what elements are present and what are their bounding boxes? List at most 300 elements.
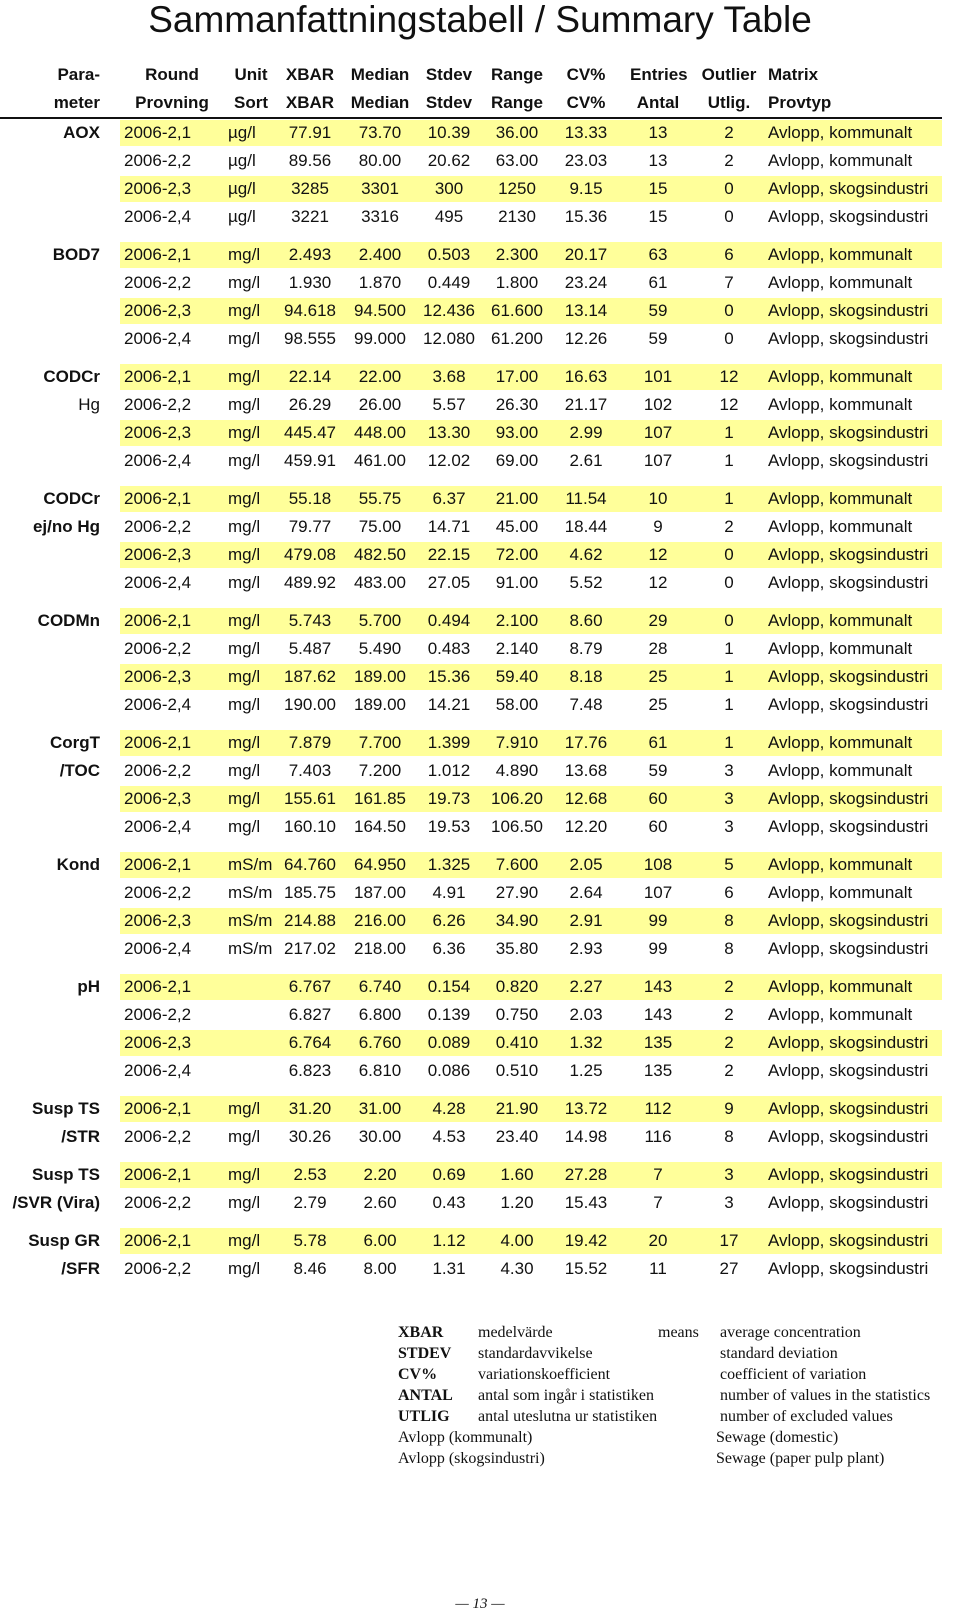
cell-entries: 135 [643, 1061, 673, 1080]
header-matrix: Provtyp [768, 93, 832, 112]
cell-outlier: 17 [719, 1231, 739, 1250]
cell-cv: 15.52 [564, 1259, 608, 1278]
legend-key: ANTAL [398, 1387, 453, 1404]
cell-xbar: 459.91 [284, 451, 336, 470]
cell-stdev: 1.012 [427, 761, 471, 780]
cell-unit: mS/m [228, 883, 273, 902]
cell-median: 161.85 [354, 789, 406, 808]
cell-stdev: 0.154 [427, 977, 471, 996]
cell-stdev: 14.21 [427, 695, 471, 714]
cell-median: 6.810 [358, 1061, 402, 1080]
cell-matrix: Avlopp, kommunalt [768, 151, 913, 170]
cell-entries: 20 [648, 1231, 668, 1250]
cell-matrix: Avlopp, kommunalt [768, 855, 913, 874]
cell-entries: 59 [648, 761, 668, 780]
cell-entries: 108 [643, 855, 673, 874]
cell-cv: 2.64 [569, 883, 603, 902]
cell-entries: 25 [648, 695, 668, 714]
table-row [0, 607, 960, 635]
cell-median: 3316 [361, 207, 399, 226]
cell-range: 36.00 [495, 123, 539, 142]
cell-unit: µg/l [228, 151, 256, 170]
cell-outlier: 1 [724, 489, 734, 508]
cell-range: 2.100 [495, 611, 539, 630]
cell-cv: 2.91 [569, 911, 603, 930]
cell-entries: 10 [648, 489, 668, 508]
cell-outlier: 3 [724, 1165, 734, 1184]
cell-cv: 17.76 [564, 733, 608, 752]
cell-round: 2006-2,4 [124, 573, 192, 592]
table-row [0, 1001, 960, 1029]
cell-xbar: 2.53 [293, 1165, 327, 1184]
cell-range: 106.50 [491, 817, 543, 836]
cell-median: 5.490 [358, 639, 402, 658]
cell-matrix: Avlopp, skogsindustri [768, 695, 929, 714]
cell-outlier: 27 [719, 1259, 739, 1278]
table-row [0, 1123, 960, 1151]
legend-swedish: antal som ingår i statistiken [478, 1387, 654, 1404]
cell-xbar: 6.767 [288, 977, 332, 996]
cell-outlier: 3 [724, 817, 734, 836]
header-unit: Unit [234, 65, 268, 84]
cell-stdev: 10.39 [427, 123, 471, 142]
cell-entries: 112 [644, 1099, 672, 1118]
cell-round: 2006-2,2 [124, 1127, 192, 1146]
cell-cv: 23.03 [564, 151, 608, 170]
cell-outlier: 0 [724, 301, 734, 320]
cell-xbar: 30.26 [288, 1127, 332, 1146]
cell-outlier: 3 [724, 789, 734, 808]
page-number: — 13 — [455, 1596, 505, 1612]
parameter-label: CorgT [49, 733, 100, 752]
table-row [0, 691, 960, 719]
cell-round: 2006-2,1 [124, 1231, 192, 1250]
cell-outlier: 2 [724, 1033, 734, 1052]
table-row [0, 935, 960, 963]
cell-stdev: 27.05 [427, 573, 471, 592]
cell-round: 2006-2,2 [124, 639, 192, 658]
legend-row [398, 1385, 958, 1406]
table-row [0, 147, 960, 175]
cell-matrix: Avlopp, kommunalt [768, 883, 913, 902]
cell-round: 2006-2,1 [124, 855, 192, 874]
header-parameter: meter [53, 93, 100, 112]
cell-cv: 8.60 [569, 611, 603, 630]
header-entries: Entries [630, 65, 688, 84]
cell-unit: mS/m [228, 855, 273, 874]
cell-range: 91.00 [495, 573, 539, 592]
parameter-label: CODCr [43, 367, 100, 386]
cell-matrix: Avlopp, skogsindustri [768, 1061, 929, 1080]
cell-stdev: 0.483 [427, 639, 471, 658]
cell-cv: 12.68 [564, 789, 608, 808]
cell-entries: 15 [648, 207, 668, 226]
cell-entries: 11 [649, 1259, 667, 1278]
legend-english: number of excluded values [720, 1408, 893, 1425]
cell-cv: 19.42 [564, 1231, 608, 1250]
cell-median: 75.00 [358, 517, 402, 536]
cell-outlier: 8 [724, 1127, 734, 1146]
legend-english: Sewage (domestic) [716, 1429, 839, 1446]
cell-xbar: 445.47 [284, 423, 336, 442]
cell-entries: 101 [643, 367, 673, 386]
cell-cv: 4.62 [569, 545, 603, 564]
cell-unit: mg/l [228, 1193, 261, 1212]
cell-cv: 27.28 [564, 1165, 608, 1184]
cell-entries: 12 [648, 545, 668, 564]
cell-median: 483.00 [354, 573, 406, 592]
cell-entries: 15 [648, 179, 668, 198]
cell-matrix: Avlopp, skogsindustri [768, 939, 929, 958]
parameter-label: /STR [61, 1127, 100, 1146]
cell-stdev: 4.28 [432, 1099, 466, 1118]
cell-outlier: 1 [724, 639, 734, 658]
legend-key: UTLIG [398, 1408, 450, 1425]
cell-round: 2006-2,2 [124, 395, 192, 414]
cell-entries: 60 [648, 789, 668, 808]
cell-xbar: 79.77 [288, 517, 332, 536]
cell-range: 1.20 [500, 1193, 534, 1212]
cell-xbar: 2.79 [293, 1193, 327, 1212]
cell-xbar: 479.08 [284, 545, 336, 564]
legend-english: Sewage (paper pulp plant) [716, 1450, 885, 1467]
cell-matrix: Avlopp, skogsindustri [768, 667, 929, 686]
legend-key: XBAR [398, 1324, 444, 1341]
table-row [0, 663, 960, 691]
cell-xbar: 5.78 [293, 1231, 327, 1250]
legend-english: coefficient of variation [720, 1366, 867, 1383]
cell-unit: µg/l [228, 207, 256, 226]
table-row [0, 297, 960, 325]
cell-entries: 12 [648, 573, 668, 592]
parameter-label: Susp GR [28, 1231, 100, 1250]
cell-entries: 60 [648, 817, 668, 836]
cell-stdev: 6.37 [432, 489, 466, 508]
cell-outlier: 3 [724, 1193, 734, 1212]
cell-unit: mg/l [228, 395, 261, 414]
cell-round: 2006-2,4 [124, 939, 192, 958]
cell-entries: 59 [648, 329, 668, 348]
cell-cv: 11.54 [565, 489, 607, 508]
header-parameter: Para- [57, 65, 100, 84]
cell-median: 6.800 [358, 1005, 402, 1024]
parameter-label: ej/no Hg [32, 517, 100, 536]
cell-cv: 7.48 [569, 695, 603, 714]
cell-entries: 61 [648, 733, 668, 752]
cell-cv: 15.36 [564, 207, 608, 226]
header-matrix: Matrix [768, 65, 819, 84]
cell-median: 6.00 [363, 1231, 397, 1250]
cell-matrix: Avlopp, skogsindustri [768, 1099, 929, 1118]
cell-entries: 143 [643, 1005, 673, 1024]
cell-xbar: 64.760 [284, 855, 336, 874]
cell-xbar: 6.764 [288, 1033, 332, 1052]
cell-stdev: 15.36 [427, 667, 471, 686]
cell-range: 7.600 [495, 855, 539, 874]
cell-matrix: Avlopp, skogsindustri [768, 1033, 929, 1052]
header-row-en [0, 89, 960, 117]
cell-entries: 61 [648, 273, 668, 292]
parameter-label: /TOC [59, 761, 100, 780]
cell-cv: 2.93 [569, 939, 603, 958]
header-xbar: XBAR [285, 93, 335, 112]
cell-xbar: 89.56 [288, 151, 332, 170]
header-range: Range [491, 65, 543, 84]
cell-range: 93.00 [495, 423, 539, 442]
cell-entries: 107 [643, 423, 673, 442]
cell-unit: µg/l [228, 179, 256, 198]
cell-cv: 2.27 [569, 977, 603, 996]
cell-stdev: 19.53 [427, 817, 471, 836]
table-row [0, 1057, 960, 1085]
cell-stdev: 0.089 [427, 1033, 471, 1052]
cell-round: 2006-2,4 [124, 695, 192, 714]
cell-outlier: 1 [724, 667, 734, 686]
cell-median: 461.00 [354, 451, 406, 470]
table-row [0, 757, 960, 785]
cell-range: 0.820 [495, 977, 539, 996]
cell-xbar: 187.62 [284, 667, 336, 686]
legend-key: CV% [398, 1366, 438, 1383]
table-row [0, 119, 960, 147]
cell-round: 2006-2,2 [124, 273, 192, 292]
cell-range: 21.00 [495, 489, 539, 508]
cell-range: 61.200 [491, 329, 543, 348]
cell-entries: 13 [648, 123, 668, 142]
cell-unit: mg/l [228, 789, 261, 808]
cell-matrix: Avlopp, skogsindustri [768, 329, 929, 348]
header-cv: CV% [566, 93, 606, 112]
cell-outlier: 6 [724, 245, 734, 264]
cell-cv: 2.99 [569, 423, 603, 442]
cell-range: 1250 [498, 179, 536, 198]
cell-stdev: 1.399 [427, 733, 471, 752]
table-row [0, 785, 960, 813]
cell-median: 6.740 [358, 977, 402, 996]
cell-stdev: 12.436 [423, 301, 475, 320]
cell-outlier: 0 [724, 545, 734, 564]
cell-cv: 21.17 [564, 395, 608, 414]
cell-matrix: Avlopp, kommunalt [768, 611, 913, 630]
cell-round: 2006-2,3 [124, 789, 192, 808]
cell-outlier: 8 [724, 939, 734, 958]
cell-cv: 2.61 [569, 451, 603, 470]
table-row [0, 635, 960, 663]
header-stdev: Stdev [425, 93, 473, 112]
cell-range: 27.90 [495, 883, 539, 902]
legend-swedish: antal uteslutna ur statistiken [478, 1408, 658, 1425]
cell-xbar: 5.743 [288, 611, 332, 630]
cell-stdev: 6.26 [432, 911, 466, 930]
cell-round: 2006-2,3 [124, 179, 192, 198]
cell-outlier: 5 [724, 855, 734, 874]
cell-matrix: Avlopp, kommunalt [768, 273, 913, 292]
header-range: Range [491, 93, 543, 112]
cell-median: 187.00 [354, 883, 406, 902]
cell-unit: mg/l [228, 329, 261, 348]
parameter-label: Kond [56, 855, 100, 874]
cell-stdev: 4.91 [432, 883, 466, 902]
cell-range: 58.00 [495, 695, 539, 714]
cell-median: 99.000 [354, 329, 406, 348]
cell-range: 0.410 [495, 1033, 539, 1052]
cell-matrix: Avlopp, skogsindustri [768, 207, 929, 226]
cell-round: 2006-2,4 [124, 1061, 192, 1080]
cell-matrix: Avlopp, skogsindustri [768, 1127, 929, 1146]
cell-cv: 13.72 [564, 1099, 608, 1118]
cell-unit: mg/l [228, 761, 261, 780]
cell-entries: 143 [643, 977, 673, 996]
cell-xbar: 94.618 [284, 301, 336, 320]
cell-median: 31.00 [358, 1099, 402, 1118]
cell-matrix: Avlopp, skogsindustri [768, 451, 929, 470]
cell-cv: 15.43 [564, 1193, 608, 1212]
cell-round: 2006-2,1 [124, 367, 192, 386]
cell-outlier: 8 [724, 911, 734, 930]
cell-round: 2006-2,1 [124, 1099, 192, 1118]
cell-matrix: Avlopp, skogsindustri [768, 1165, 929, 1184]
table-row [0, 851, 960, 879]
cell-matrix: Avlopp, skogsindustri [768, 1259, 929, 1278]
cell-outlier: 12 [719, 395, 739, 414]
cell-median: 482.50 [354, 545, 406, 564]
cell-outlier: 0 [724, 573, 734, 592]
cell-median: 218.00 [354, 939, 406, 958]
cell-median: 7.700 [358, 733, 402, 752]
table-row [0, 1255, 960, 1283]
cell-range: 2130 [498, 207, 536, 226]
cell-outlier: 6 [724, 883, 734, 902]
cell-cv: 8.79 [569, 639, 603, 658]
cell-cv: 14.98 [564, 1127, 608, 1146]
cell-matrix: Avlopp, kommunalt [768, 367, 913, 386]
cell-unit: mg/l [228, 1127, 261, 1146]
table-row [0, 1161, 960, 1189]
cell-stdev: 13.30 [427, 423, 471, 442]
cell-matrix: Avlopp, kommunalt [768, 977, 913, 996]
cell-range: 0.510 [495, 1061, 539, 1080]
table-row [0, 879, 960, 907]
cell-range: 1.800 [495, 273, 539, 292]
cell-xbar: 31.20 [288, 1099, 332, 1118]
cell-entries: 107 [643, 883, 673, 902]
cell-range: 72.00 [495, 545, 539, 564]
cell-unit: mg/l [228, 733, 261, 752]
cell-round: 2006-2,2 [124, 1193, 192, 1212]
cell-outlier: 0 [724, 179, 734, 198]
legend-row [398, 1343, 958, 1364]
cell-matrix: Avlopp, skogsindustri [768, 1193, 929, 1212]
legend-swedish: variationskoefficient [478, 1366, 611, 1383]
cell-stdev: 3.68 [432, 367, 466, 386]
table-row [0, 907, 960, 935]
cell-round: 2006-2,3 [124, 545, 192, 564]
table-row [0, 1227, 960, 1255]
cell-entries: 25 [648, 667, 668, 686]
cell-cv: 5.52 [569, 573, 603, 592]
cell-matrix: Avlopp, skogsindustri [768, 545, 929, 564]
cell-matrix: Avlopp, skogsindustri [768, 911, 929, 930]
cell-outlier: 3 [724, 761, 734, 780]
cell-median: 189.00 [354, 667, 406, 686]
cell-unit: mg/l [228, 517, 261, 536]
cell-range: 17.00 [495, 367, 539, 386]
cell-stdev: 0.449 [427, 273, 471, 292]
parameter-label: Susp TS [31, 1099, 100, 1118]
cell-stdev: 0.43 [432, 1193, 466, 1212]
cell-cv: 2.05 [569, 855, 603, 874]
cell-range: 4.00 [500, 1231, 534, 1250]
parameter-label: BOD7 [52, 245, 100, 264]
header-cv: CV% [566, 65, 606, 84]
cell-matrix: Avlopp, skogsindustri [768, 179, 929, 198]
cell-median: 26.00 [358, 395, 402, 414]
cell-xbar: 3285 [291, 179, 329, 198]
cell-unit: mg/l [228, 639, 261, 658]
header-xbar: XBAR [285, 65, 335, 84]
cell-median: 94.500 [354, 301, 406, 320]
cell-entries: 102 [643, 395, 673, 414]
cell-stdev: 19.73 [427, 789, 471, 808]
cell-matrix: Avlopp, kommunalt [768, 1005, 913, 1024]
header-stdev: Stdev [425, 65, 473, 84]
cell-outlier: 1 [724, 451, 734, 470]
table-row [0, 419, 960, 447]
cell-round: 2006-2,2 [124, 1005, 192, 1024]
cell-unit: mg/l [228, 545, 261, 564]
cell-unit: mg/l [228, 245, 261, 264]
cell-round: 2006-2,2 [124, 151, 192, 170]
cell-unit: mg/l [228, 423, 261, 442]
cell-stdev: 1.31 [432, 1259, 466, 1278]
cell-outlier: 12 [719, 367, 739, 386]
legend-english: standard deviation [720, 1345, 838, 1362]
cell-cv: 18.44 [564, 517, 608, 536]
cell-median: 55.75 [358, 489, 402, 508]
legend-means: means [658, 1324, 699, 1341]
cell-cv: 13.33 [564, 123, 608, 142]
legend-row [398, 1427, 958, 1448]
header-unit: Sort [234, 93, 268, 112]
cell-round: 2006-2,1 [124, 977, 192, 996]
cell-unit: mS/m [228, 911, 273, 930]
table-row [0, 325, 960, 353]
cell-range: 106.20 [491, 789, 543, 808]
cell-range: 26.30 [495, 395, 539, 414]
legend-row [398, 1322, 958, 1343]
legend-row [398, 1364, 958, 1385]
cell-cv: 8.18 [569, 667, 603, 686]
cell-range: 21.90 [495, 1099, 539, 1118]
header-row-sv [0, 61, 960, 89]
cell-round: 2006-2,1 [124, 1165, 192, 1184]
cell-entries: 13 [648, 151, 668, 170]
cell-outlier: 2 [724, 977, 734, 996]
cell-round: 2006-2,2 [124, 517, 192, 536]
cell-range: 63.00 [495, 151, 539, 170]
cell-stdev: 6.36 [432, 939, 466, 958]
cell-xbar: 3221 [291, 207, 329, 226]
cell-range: 45.00 [495, 517, 539, 536]
cell-matrix: Avlopp, kommunalt [768, 489, 913, 508]
cell-median: 448.00 [354, 423, 406, 442]
cell-outlier: 7 [724, 273, 734, 292]
table-row [0, 391, 960, 419]
table-row [0, 569, 960, 597]
cell-stdev: 0.503 [427, 245, 471, 264]
cell-unit: mg/l [228, 573, 261, 592]
table-row [0, 729, 960, 757]
